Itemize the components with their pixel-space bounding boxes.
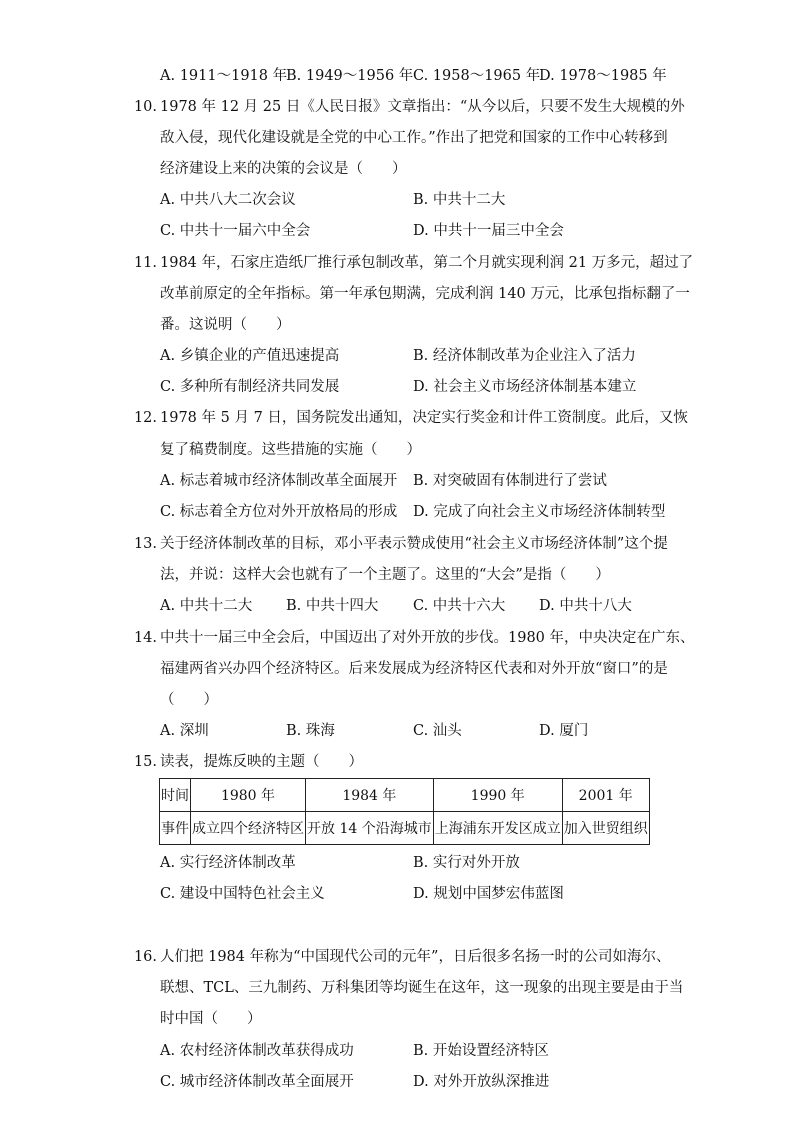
table-cell: 1984 年: [306, 779, 434, 812]
question-text: 关于经济体制改革的目标，邓小平表示赞成使用“社会主义市场经济体制”这个提: [160, 536, 668, 552]
option-b: B. 珠海: [286, 723, 335, 739]
option-c: C. 多种所有制经济共同发展: [160, 379, 340, 395]
table-cell: 时间: [160, 779, 191, 812]
option-d: D. 完成了向社会主义市场经济体制转型: [413, 504, 666, 520]
table-cell: 1990 年: [433, 779, 562, 812]
question-number: 10.: [133, 99, 157, 115]
option-c: C. 汕头: [413, 723, 462, 739]
question-text: 经济建设上来的决策的会议是（ ）: [160, 161, 407, 177]
question-text: 中共十一届三中全会后，中国迈出了对外开放的步伐。1980 年，中央决定在广东、: [160, 630, 695, 646]
question-text: 敌入侵，现代化建设就是全党的中心工作。”作出了把党和国家的工作中心转移到: [160, 130, 668, 146]
option-c: C. 城市经济体制改革全面展开: [160, 1074, 354, 1090]
option-a: A. 中共十二大: [160, 598, 253, 614]
question-text: 联想、TCL、三九制药、万科集团等均诞生在这年，这一现象的出现主要是由于当: [160, 980, 684, 996]
option-c: C. 标志着全方位对外开放格局的形成: [160, 504, 398, 520]
table-cell: 1980 年: [191, 779, 306, 812]
question-text: 时中国（ ）: [160, 1011, 262, 1027]
table-cell: 加入世贸组织: [562, 812, 649, 845]
table-cell: 2001 年: [562, 779, 649, 812]
option-b: B. 中共十四大: [286, 598, 379, 614]
question-text: 法，并说：这样大会也就有了一个主题了。这里的“大会”是指（ ）: [160, 567, 610, 583]
table-row: [160, 812, 650, 845]
option-a: A. 农村经济体制改革获得成功: [160, 1043, 354, 1059]
question-number: 15.: [133, 754, 157, 770]
option-d: D. 中共十一届三中全会: [413, 223, 564, 239]
option-b: B. 经济体制改革为企业注入了活力: [413, 348, 636, 364]
q9-option-b: B. 1949～1956 年: [286, 68, 414, 84]
event-table: [159, 778, 650, 845]
q9-option-c: C. 1958～1965 年: [413, 68, 541, 84]
question-number: 13.: [133, 536, 157, 552]
table-cell: 事件: [160, 812, 191, 845]
option-a: A. 中共八大二次会议: [160, 192, 296, 208]
question-number: 14.: [133, 630, 157, 646]
option-a: A. 实行经济体制改革: [160, 855, 296, 871]
question-number: 16.: [133, 949, 157, 965]
option-a: A. 标志着城市经济体制改革全面展开: [160, 473, 398, 489]
question-number: 12.: [133, 410, 157, 426]
option-d: D. 社会主义市场经济体制基本建立: [413, 379, 637, 395]
question-text: （ ）: [160, 692, 218, 708]
table-cell: 上海浦东开发区成立: [433, 812, 562, 845]
option-d: D. 中共十八大: [539, 598, 632, 614]
table-cell: 成立四个经济特区: [191, 812, 306, 845]
question-text: 改革前原定的全年指标。第一年承包期满，完成利润 140 万元，比承包指标翻了一: [160, 286, 690, 302]
q9-option-a: A. 1911～1918 年: [160, 68, 288, 84]
question-number: 11.: [133, 255, 157, 271]
option-c: C. 中共十六大: [413, 598, 506, 614]
option-b: B. 实行对外开放: [413, 855, 520, 871]
option-d: D. 对外开放纵深推进: [413, 1074, 550, 1090]
question-text: 复了稿费制度。这些措施的实施（ ）: [160, 442, 421, 458]
option-c: C. 建设中国特色社会主义: [160, 886, 325, 902]
question-text: 人们把 1984 年称为“中国现代公司的元年”，日后很多名扬一时的公司如海尔、: [160, 949, 671, 965]
option-b: B. 对突破固有体制进行了尝试: [413, 473, 607, 489]
option-d: D. 规划中国梦宏伟蓝图: [413, 886, 564, 902]
question-text: 1978 年 5 月 7 日，国务院发出通知，决定实行奖金和计件工资制度。此后，又恢: [160, 410, 688, 426]
question-text: 番。这说明（ ）: [160, 317, 291, 333]
option-a: A. 深圳: [160, 723, 209, 739]
option-a: A. 乡镇企业的产值迅速提高: [160, 348, 340, 364]
table-header-row: [160, 779, 650, 812]
question-text: 读表，提炼反映的主题（ ）: [160, 754, 363, 770]
option-d: D. 厦门: [539, 723, 589, 739]
table-cell: 开放 14 个沿海城市: [306, 812, 434, 845]
option-b: B. 中共十二大: [413, 192, 506, 208]
q9-option-d: D. 1978～1985 年: [539, 68, 667, 84]
option-b: B. 开始设置经济特区: [413, 1043, 549, 1059]
option-c: C. 中共十一届六中全会: [160, 223, 311, 239]
question-text: 1984 年，石家庄造纸厂推行承包制改革，第二个月就实现利润 21 万多元，超过了: [160, 255, 694, 271]
question-text: 1978 年 12 月 25 日《人民日报》文章指出：“从今以后，只要不发生大规模的外: [160, 99, 685, 115]
question-text: 福建两省兴办四个经济特区。后来发展成为经济特区代表和对外开放“窗口”的是: [160, 661, 668, 677]
